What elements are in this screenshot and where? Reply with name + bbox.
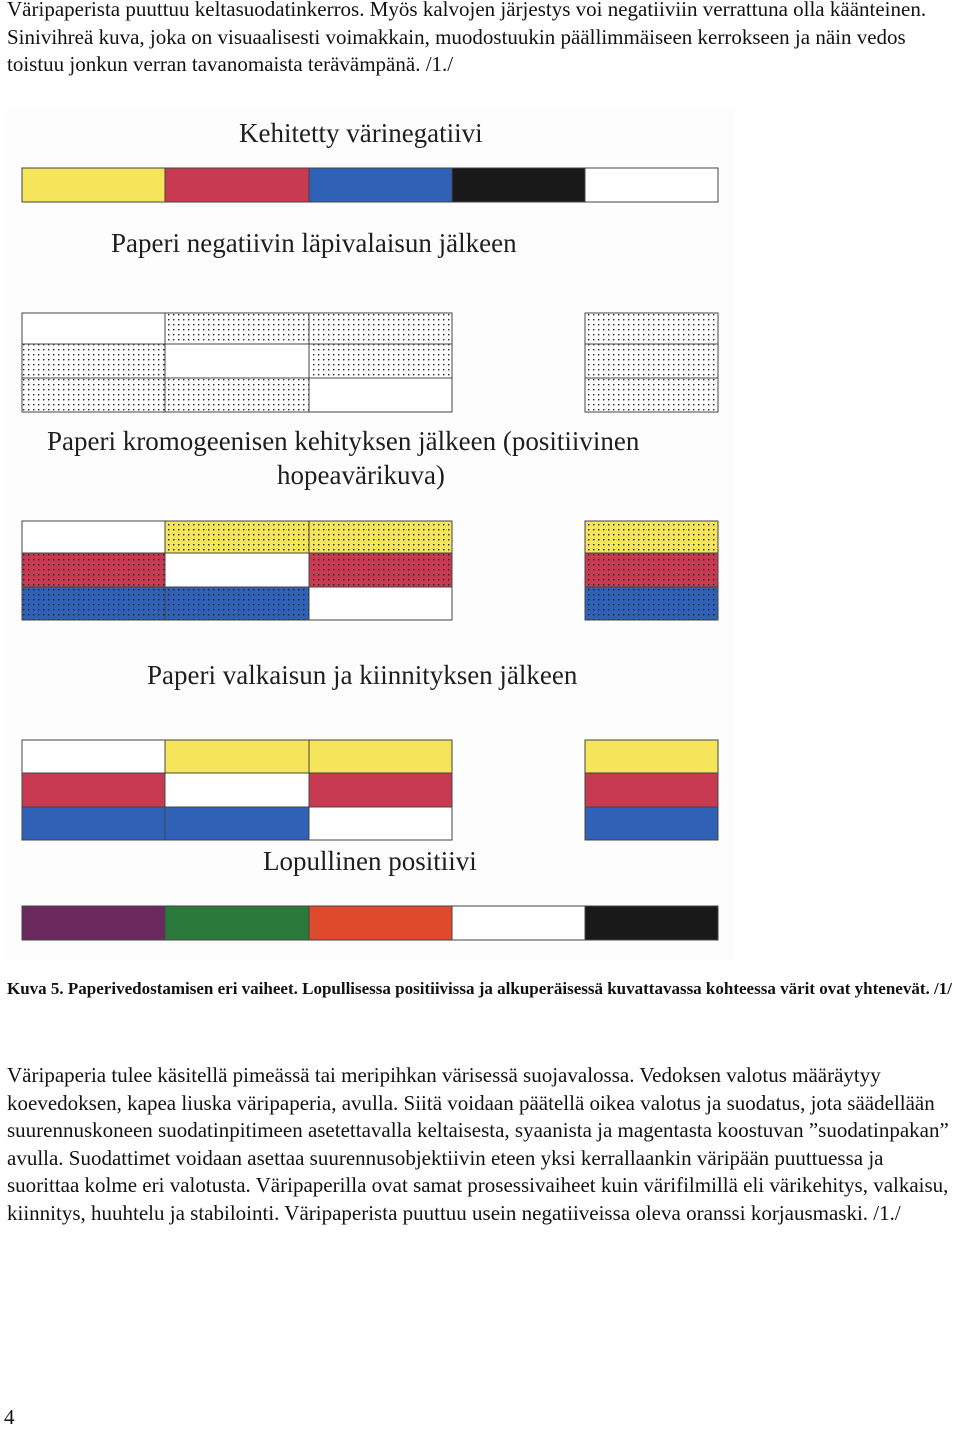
final-white-patch: [452, 906, 585, 940]
negative-magenta-patch: [165, 168, 309, 202]
after-bleach-fix-title: Paperi valkaisun ja kiinnityksen jälkeen: [147, 660, 578, 690]
final-red-patch: [309, 906, 452, 940]
negative-white-patch: [585, 168, 718, 202]
negative-yellow-patch: [22, 168, 165, 202]
body-paragraph: Väripaperia tulee käsitellä pimeässä tai meripihkan värisessä suojavalossa. Vedoksen valotus määräytyy koevedoksen, kapea liuska väripaperia, avulla. Siitä voidaan päätellä oikea valotus ja suodatus, jota säädellään suurennuskoneen suodatinpitimeen asetettavalla keltaisesta, syaanista ja magentasta koostuvan ”suodatinpakan” avulla. Suodattimet voidaan asettaa suurennusobjektiivin eteen yksi kerrallaankin väripään puuttuessa ja suorittaa kolme eri valotusta. Väripaperilla ovat samat prosessivaiheet kuin värifilmillä eli värikehitys, valkaisu, kiinnitys, huuhtelu ja stabilointi. Väripaperista puuttuu usein negatiiveissa oleva oranssi korjausmaski. /1./: [7, 1063, 949, 1225]
after-chromogenic-title-line2: hopeavärikuva): [277, 460, 445, 490]
chromogenic-paper-layers: [22, 521, 718, 620]
final-black-patch: [585, 906, 718, 940]
developed-negative-strip: [22, 168, 718, 202]
after-exposure-title: Paperi negatiivin läpivalaisun jälkeen: [111, 228, 517, 258]
final-green-patch: [165, 906, 309, 940]
negative-black-patch: [452, 168, 585, 202]
figure-caption: Kuva 5. Paperivedostamisen eri vaiheet. Lopullisessa positiivissa ja alkuperäisessä kuvattavassa kohteessa värit ovat yhtenevät. /1/: [7, 979, 952, 998]
paper-printing-stages-figure: [7, 108, 735, 960]
final-purple-patch: [22, 906, 165, 940]
developed-negative-title: Kehitetty värinegatiivi: [239, 118, 483, 148]
final-positive-strip: [22, 906, 718, 940]
negative-cyan-patch: [309, 168, 452, 202]
final-positive-title: Lopullinen positiivi: [263, 846, 477, 876]
after-chromogenic-title-line1: Paperi kromogeenisen kehityksen jälkeen (positiivinen: [47, 426, 640, 456]
intro-paragraph: Väripaperista puuttuu keltasuodatinkerros. Myös kalvojen järjestys voi negatiiviin verrattuna olla käänteinen. Sinivihreä kuva, joka on visuaalisesti voimakkain, muodostuukin päällimmäiseen kerrokseen ja näin vedos toistuu jonkun verran tavanomaista terävämpänä. /1./: [7, 0, 927, 76]
exposed-paper-layers: [22, 313, 718, 412]
page-number: 4: [4, 1405, 15, 1429]
bleached-paper-layers: [22, 740, 718, 840]
